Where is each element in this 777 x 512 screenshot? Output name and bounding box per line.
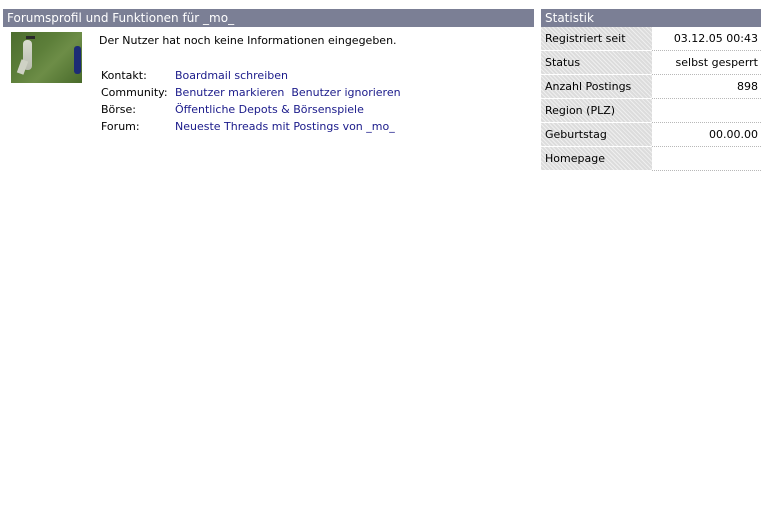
stat-row-birthday [541, 123, 761, 147]
latest-threads-link[interactable]: Neueste Threads mit Postings von _mo_ [175, 120, 395, 133]
ignore-user-link[interactable]: Benutzer ignorieren [291, 86, 401, 99]
depots-link[interactable]: Öffentliche Depots & Börsenspiele [175, 103, 364, 116]
stat-value [652, 147, 761, 170]
stat-row-homepage [541, 147, 761, 171]
stat-row-region [541, 99, 761, 123]
stat-row-registered [541, 27, 761, 51]
stat-label: Anzahl Postings [541, 75, 652, 98]
profile-header [3, 9, 534, 27]
stat-value: 898 [737, 80, 758, 93]
info-label-community: Community: [101, 86, 168, 99]
stat-label: Region (PLZ) [541, 99, 652, 122]
stat-label: Geburtstag [541, 123, 652, 146]
stat-label: Registriert seit [541, 27, 652, 50]
stat-value [652, 99, 761, 122]
info-label-kontakt: Kontakt: [101, 69, 147, 82]
avatar [11, 32, 82, 83]
stat-value: selbst gesperrt [675, 56, 758, 69]
profile-intro-text: Der Nutzer hat noch keine Informationen eingegeben. [99, 34, 397, 47]
stat-value: 03.12.05 00:43 [673, 32, 758, 45]
stat-row-status [541, 51, 761, 75]
info-label-forum: Forum: [101, 120, 140, 133]
stat-value: 00.00.00 [709, 128, 758, 141]
stat-row-postings [541, 75, 761, 99]
boardmail-link[interactable]: Boardmail schreiben [175, 69, 288, 82]
mark-user-link[interactable]: Benutzer markieren [175, 86, 285, 99]
stat-label: Status [541, 51, 652, 74]
profile-header-title: Forumsprofil und Funktionen für _mo_ [7, 11, 235, 25]
stats-header [541, 9, 761, 27]
info-label-boerse: Börse: [101, 103, 137, 116]
stats-header-title: Statistik [545, 11, 594, 25]
stat-label: Homepage [541, 147, 652, 170]
